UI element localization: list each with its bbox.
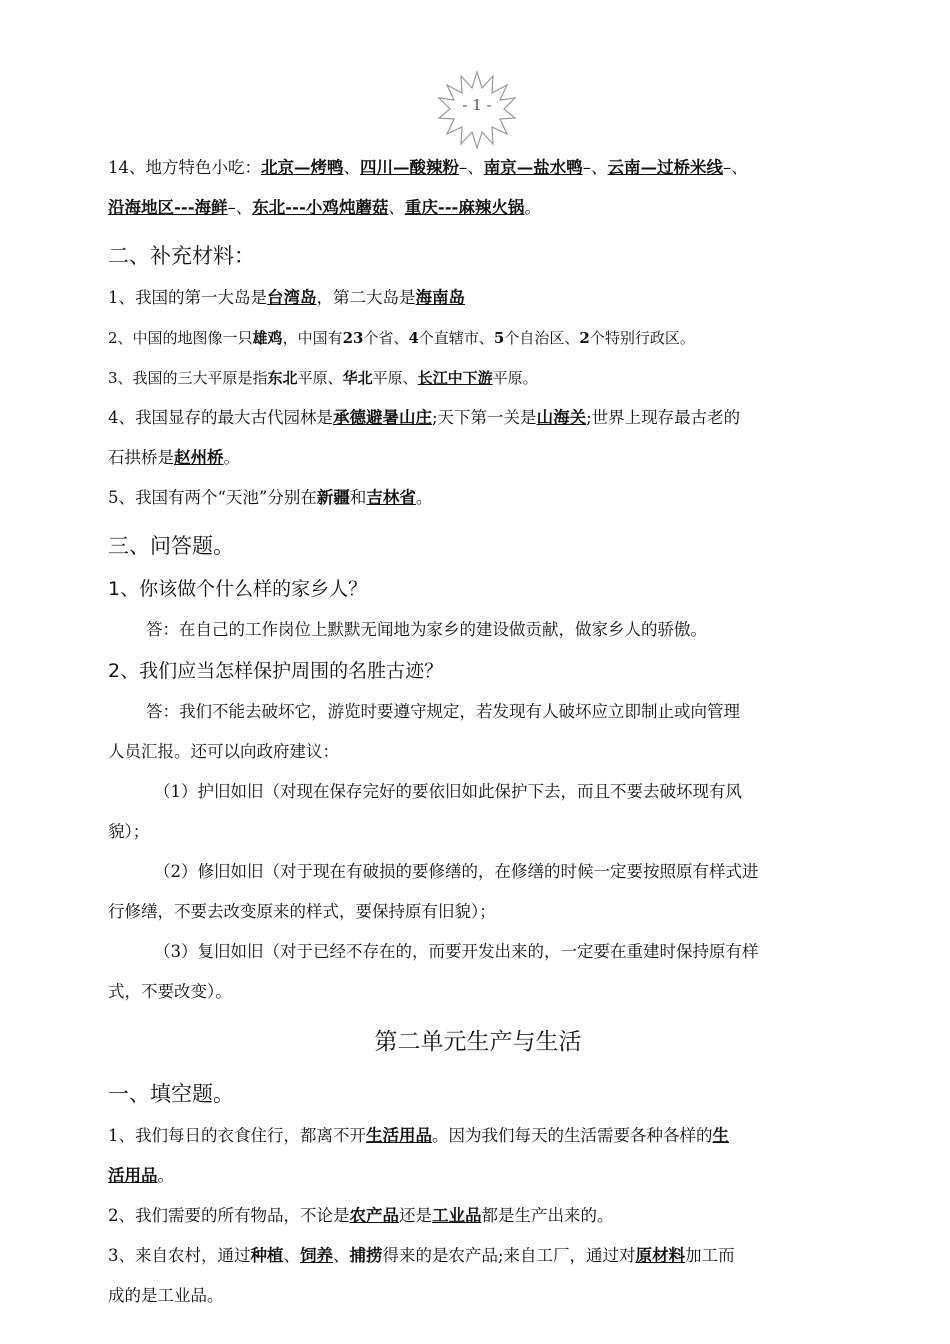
- item-14-line-2: [108, 188, 848, 228]
- answer-xinjiang: 新疆: [316, 488, 350, 507]
- answer-zhaozhou: 赵州桥: [174, 448, 224, 467]
- text: 。: [223, 448, 240, 467]
- fill-3-line-2: 成的是工业品。: [108, 1286, 224, 1305]
- supplement-item-5: [108, 478, 848, 518]
- snack-sichuan: 四川—酸辣粉: [360, 158, 459, 177]
- text: 4、我国显存的最大古代园林是: [108, 408, 333, 427]
- answer-daily-goods-2b: 活用品: [108, 1166, 158, 1185]
- text: 个特别行政区。: [589, 329, 695, 347]
- text: 平原。: [492, 369, 538, 387]
- text: 个直辖市、: [418, 329, 494, 347]
- text: 。: [157, 1166, 174, 1185]
- text: 2、中国的地图像一只: [108, 329, 253, 347]
- supplement-item-3: [108, 358, 848, 398]
- answer-2-line-1: 答：我们不能去破坏它，游览时要遵守规定，若发现有人破坏应立即制止或向管理: [146, 702, 740, 721]
- sep: –、: [459, 158, 484, 177]
- point-2-line-1: （2）修旧如旧（对于现在有破损的要修缮的，在修缮的时候一定要按照原有样式进: [154, 862, 759, 881]
- question-1: 1、你该做个什么样的家乡人？: [108, 578, 368, 600]
- supplement-item-1: [108, 278, 848, 318]
- answer-rooster: 雄鸡: [252, 329, 283, 347]
- point-1-line-1: （1）护旧如旧（对现在保存完好的要依旧如此保护下去，而且不要去破坏现有风: [154, 782, 742, 801]
- text: 2、我们需要的所有物品，不论是: [108, 1206, 350, 1225]
- text: 还是: [399, 1206, 432, 1225]
- unit-2-title: 第二单元生产与生活: [374, 1029, 582, 1055]
- supplement-item-4-line-2: [108, 438, 848, 478]
- sep: –、: [227, 198, 253, 217]
- point-1-line-2: 貌）；: [108, 822, 150, 841]
- answer-industrial: 工业品: [432, 1206, 482, 1225]
- text: 3、来自农村，通过: [108, 1246, 251, 1265]
- answer-2-line-2: 人员汇报。还可以向政府建议：: [108, 742, 339, 761]
- text: ;天下第一关是: [432, 408, 537, 427]
- document-body: [108, 148, 848, 1316]
- text: 、: [283, 1246, 300, 1265]
- text: 得来的是农产品;来自工厂，通过对: [382, 1246, 636, 1265]
- item-14-line-1: [108, 148, 848, 188]
- supplement-item-2: [108, 318, 848, 358]
- answer-huabei: 华北: [342, 369, 373, 387]
- answer-2: 2: [579, 329, 590, 347]
- text: 和: [349, 488, 367, 507]
- text: 个自治区、: [504, 329, 580, 347]
- text: 平原、: [297, 369, 343, 387]
- answer-chengde: 承德避暑山庄: [333, 408, 432, 427]
- unit-2-heading: 一、填空题。: [108, 1082, 234, 1106]
- snack-northeast: 东北---小鸡炖蘑菇: [252, 198, 389, 217]
- text: 都是生产出来的。: [481, 1206, 614, 1225]
- text: 。因为我们每天的生活需要各种各样的: [432, 1126, 713, 1145]
- supplement-item-4-line-1: [108, 398, 848, 438]
- sep: 、: [343, 158, 360, 177]
- text: 石拱桥是: [108, 448, 174, 467]
- snack-coastal: 沿海地区---海鲜: [108, 198, 228, 217]
- answer-planting: 种植: [250, 1246, 284, 1265]
- text: 1、我们每日的衣食住行，都离不开: [108, 1126, 366, 1145]
- snack-beijing: 北京—烤鸭: [261, 158, 344, 177]
- answer-daily-goods-2a: 生: [712, 1126, 729, 1145]
- text: 加工而: [685, 1246, 735, 1265]
- sep: 、: [388, 198, 405, 217]
- item-14-prefix: 14、地方特色小吃：: [108, 158, 261, 177]
- snack-chongqing: 重庆---麻辣火锅: [404, 198, 525, 217]
- sep: –、: [723, 158, 748, 177]
- snack-nanjing: 南京—盐水鸭: [483, 158, 583, 177]
- text: 1、我国的第一大岛是: [108, 288, 267, 307]
- text: ，中国有: [282, 329, 343, 347]
- answer-4: 4: [408, 329, 419, 347]
- answer-fishing: 捕捞: [349, 1246, 383, 1265]
- snack-yunnan: 云南—过桥米线: [607, 158, 723, 177]
- answer-daily-goods: 生活用品: [366, 1126, 432, 1145]
- text: 3、我国的三大平原是指: [108, 369, 268, 387]
- question-2: 2、我们应当怎样保护周围的名胜古迹？: [108, 660, 444, 682]
- answer-hainan: 海南岛: [415, 288, 465, 307]
- text: 平原、: [372, 369, 418, 387]
- point-2-line-2: 行修缮，不要去改变原来的样式，要保持原有旧貌）；: [108, 902, 496, 921]
- fill-1-line-1: [108, 1116, 848, 1156]
- answer-5: 5: [493, 329, 505, 347]
- text: 5、我国有两个“天池”分别在: [108, 488, 317, 507]
- answer-raw-materials: 原材料: [635, 1246, 686, 1265]
- page-number: - 1 -: [462, 96, 492, 114]
- fill-1-line-2: [108, 1156, 848, 1196]
- answer-dongbei: 东北: [267, 369, 298, 387]
- sep: 。: [524, 198, 541, 217]
- answer-1: 答：在自己的工作岗位上默默无闻地为家乡的建设做贡献，做家乡人的骄傲。: [146, 620, 707, 639]
- fill-2: [108, 1196, 848, 1236]
- point-3-line-2: 式，不要改变）。: [108, 982, 232, 1001]
- text: 、: [333, 1246, 350, 1265]
- sep: –、: [582, 158, 608, 177]
- text: 个省、: [363, 329, 409, 347]
- text: ;世界上现存最古老的: [586, 408, 741, 427]
- answer-changjiang: 长江中下游: [417, 369, 493, 387]
- answer-shanhaiguan: 山海关: [536, 408, 587, 427]
- answer-agricultural: 农产品: [349, 1206, 399, 1225]
- point-3-line-1: （3）复旧如旧（对于已经不存在的，而要开发出来的，一定要在重建时保持原有样: [154, 942, 759, 961]
- section-2-heading: 二、补充材料：: [108, 244, 255, 268]
- answer-jilin: 吉林省: [366, 488, 416, 507]
- text: 。: [415, 488, 433, 507]
- answer-23: 23: [342, 329, 364, 347]
- answer-raising: 饲养: [300, 1246, 333, 1265]
- answer-taiwan: 台湾岛: [267, 288, 317, 307]
- fill-3-line-1: [108, 1236, 848, 1276]
- text: ，第二大岛是: [316, 288, 416, 307]
- section-3-heading: 三、问答题。: [108, 534, 234, 558]
